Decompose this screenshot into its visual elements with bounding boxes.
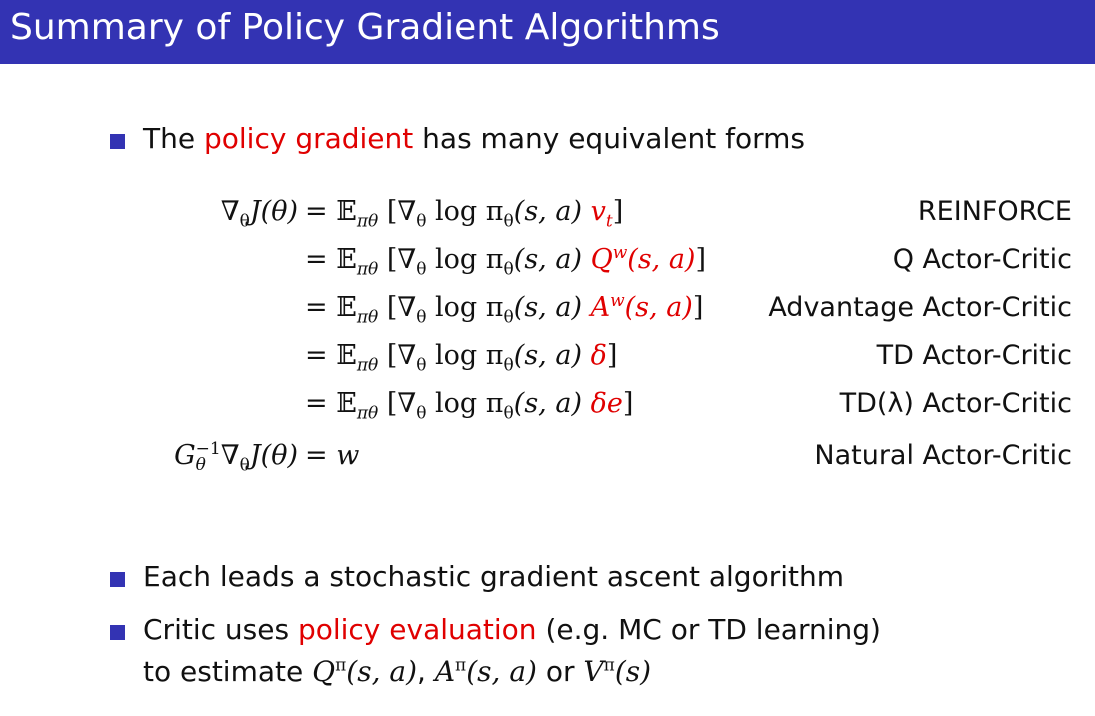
objective-j: J(θ) — [249, 196, 298, 227]
theta-sub: θ — [503, 307, 514, 328]
pi-theta-sub: πθ — [356, 403, 379, 424]
equation-rhs — [305, 434, 359, 478]
algorithm-label: Natural Actor-Critic — [814, 440, 1072, 471]
equals-sign: = — [305, 340, 337, 371]
bullet-1-text — [143, 121, 805, 157]
nabla-symbol: ∇ — [220, 440, 240, 471]
critic-symbol: v — [590, 196, 606, 227]
policy-gradient-highlight: policy gradient — [203, 122, 414, 155]
natural-rhs: = w — [305, 440, 360, 471]
state-action-args: (s, a) — [513, 388, 591, 419]
pi-sup: π — [335, 655, 347, 676]
theta-sub: θ — [239, 455, 250, 476]
critic-symbol: δ — [590, 340, 607, 371]
g-symbol: G — [174, 440, 196, 471]
close-bracket: ] — [692, 292, 704, 323]
objective-j: J(θ) — [249, 440, 298, 471]
algorithm-label: REINFORCE — [917, 196, 1072, 227]
pi-theta-sub: πθ — [356, 259, 379, 280]
bracket-nabla: [∇ — [378, 388, 417, 419]
theta-sub: θ — [503, 211, 514, 232]
pi-theta-sub: πθ — [356, 211, 379, 232]
bullet-3-post: (e.g. MC or TD learning) — [536, 613, 881, 646]
state-action-args: (s, a) — [513, 340, 591, 371]
theta-sub: θ — [416, 307, 427, 328]
critic-term — [591, 388, 623, 419]
bullet-3-pre: Critic uses — [143, 613, 298, 646]
critic-args: (s, a) — [627, 244, 696, 275]
g-scripts — [195, 438, 221, 475]
theta-sub: θ — [503, 355, 514, 376]
comma: , — [417, 655, 435, 688]
critic-term — [591, 244, 696, 275]
expectation-symbol: 𝔼 — [336, 244, 357, 275]
state-action-args: (s, a) — [513, 292, 591, 323]
algorithm-label: Advantage Actor-Critic — [768, 292, 1072, 323]
theta-sub: θ — [503, 403, 514, 424]
bullet-2-text: Each leads a stochastic gradient ascent algorithm — [143, 560, 844, 593]
theta-sub: θ — [416, 355, 427, 376]
log-pi: log π — [426, 340, 504, 371]
equation-row — [0, 238, 1095, 282]
algorithm-label: TD Actor-Critic — [876, 340, 1072, 371]
state-action-args: (s, a) — [513, 196, 591, 227]
theta-sub: θ — [503, 259, 514, 280]
equals-sign: = — [305, 196, 337, 227]
critic-term — [591, 340, 607, 371]
close-bracket: ] — [606, 340, 618, 371]
estimate-prefix: to estimate — [143, 655, 313, 688]
log-pi: log π — [426, 244, 504, 275]
log-pi: log π — [426, 388, 504, 419]
bullet-1-pre: The — [143, 122, 204, 155]
bracket-nabla: [∇ — [378, 244, 417, 275]
critic-symbol: Q — [590, 244, 613, 275]
sa-args: (s, a) — [346, 655, 417, 688]
equation-rhs — [305, 382, 633, 426]
critic-term — [590, 196, 613, 232]
bracket-nabla: [∇ — [378, 292, 417, 323]
theta-sub: θ — [416, 211, 427, 232]
bullet-square-icon — [110, 134, 125, 149]
expectation-symbol: 𝔼 — [336, 196, 357, 227]
critic-term — [591, 292, 693, 323]
bullet-3-text — [143, 612, 881, 690]
critic-args: (s, a) — [624, 292, 693, 323]
bullet-square-icon — [110, 572, 125, 587]
equals-sign: = — [305, 244, 337, 275]
theta-sub: θ — [416, 403, 427, 424]
equation-rhs — [305, 238, 706, 282]
v-symbol: V — [583, 655, 604, 688]
s-args: (s) — [614, 655, 652, 688]
critic-sup: w — [612, 243, 628, 263]
a-symbol: A — [434, 655, 456, 688]
pi-theta-sub: πθ — [356, 307, 379, 328]
equation-rhs — [305, 190, 623, 234]
equals-sign: = — [305, 388, 337, 419]
bracket-nabla: [∇ — [378, 196, 417, 227]
q-symbol: Q — [312, 655, 336, 688]
close-bracket: ] — [612, 196, 624, 227]
theta-sub: θ — [416, 259, 427, 280]
g-sub: θ — [195, 454, 206, 475]
pi-theta-sub: πθ — [356, 355, 379, 376]
nabla-symbol: ∇ — [220, 196, 240, 227]
algorithm-label: Q Actor-Critic — [892, 244, 1072, 275]
critic-sup: w — [610, 291, 625, 311]
equation-row-natural — [0, 434, 1095, 478]
expectation-symbol: 𝔼 — [336, 388, 357, 419]
bracket-nabla: [∇ — [378, 340, 417, 371]
pi-sup: π — [455, 655, 467, 676]
equation-lhs — [174, 434, 298, 478]
equals-sign: = — [305, 292, 337, 323]
policy-evaluation-highlight: policy evaluation — [297, 613, 537, 646]
critic-symbol: A — [590, 292, 611, 323]
bullet-1-post: has many equivalent forms — [413, 122, 805, 155]
pi-sup: π — [603, 655, 615, 676]
equation-row — [0, 382, 1095, 426]
log-pi: log π — [426, 196, 504, 227]
title-bar — [0, 0, 1095, 64]
critic-symbol: δe — [590, 388, 623, 419]
sa-args: (s, a) — [466, 655, 537, 688]
equation-rhs — [305, 286, 703, 330]
log-pi: log π — [426, 292, 504, 323]
equation-row — [0, 334, 1095, 378]
equation-row — [0, 286, 1095, 330]
equation-lhs — [221, 190, 298, 234]
close-bracket: ] — [622, 388, 634, 419]
critic-sub: t — [605, 211, 613, 232]
slide-title: Summary of Policy Gradient Algorithms — [10, 7, 720, 48]
equation-row — [0, 190, 1095, 234]
algorithm-label: TD(λ) Actor-Critic — [839, 388, 1072, 419]
bullet-3-line-2 — [143, 654, 881, 690]
state-action-args: (s, a) — [513, 244, 591, 275]
g-sup: −1 — [195, 438, 221, 459]
or-word: or — [536, 655, 584, 688]
bullet-square-icon — [110, 625, 125, 640]
theta-sub: θ — [239, 211, 250, 232]
close-bracket: ] — [695, 244, 707, 275]
equation-rhs — [305, 334, 617, 378]
expectation-symbol: 𝔼 — [336, 292, 357, 323]
expectation-symbol: 𝔼 — [336, 340, 357, 371]
